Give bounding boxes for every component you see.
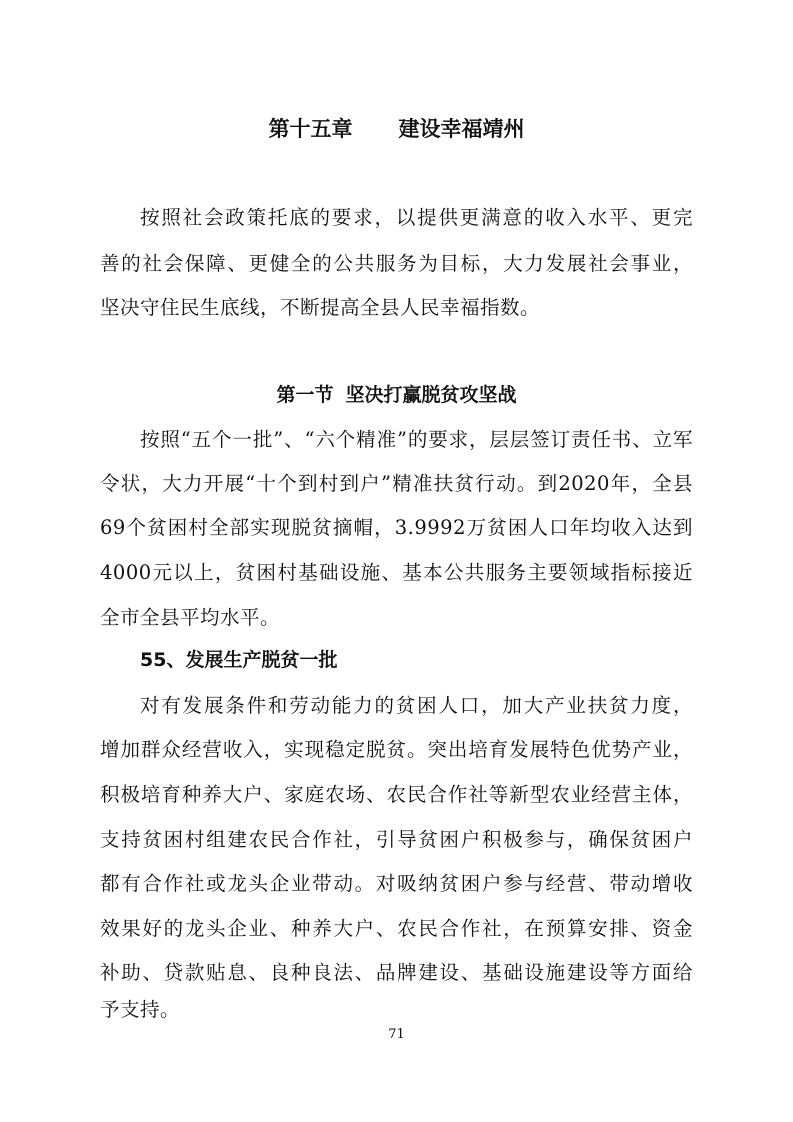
section-number: 第一节 [276, 384, 334, 406]
intro-line: 善的社会保障、更健全的公共服务为目标，大力发展社会事业， [100, 252, 693, 275]
intro-line: 按照社会政策托底的要求，以提供更满意的收入水平、更完 [140, 206, 693, 229]
subsection-line: 补助、贷款贴息、良种良法、品牌建设、基础设施建设等方面给 [100, 961, 693, 984]
intro-line: 坚决守住民生底线，不断提高全县人民幸福指数。 [100, 296, 541, 319]
chapter-name: 建设幸福靖州 [398, 117, 525, 141]
section-line: 69个贫困村全部实现脱贫摘帽，3.9992万贫困人口年均收入达到 [100, 516, 693, 539]
subsection-line: 效果好的龙头企业、种养大户、农民合作社，在预算安排、资金 [100, 917, 693, 940]
subsection-line: 都有合作社或龙头企业带动。对吸纳贫困户参与经营、带动增收 [100, 872, 693, 895]
section-line: 按照“五个一批”、“六个精准”的要求，层层签订责任书、立军 [140, 428, 693, 451]
section-line: 全市全县平均水平。 [100, 606, 281, 629]
section-name: 坚决打赢脱贫攻坚战 [345, 384, 517, 406]
section-title [0, 380, 793, 410]
section-line: 4000元以上，贫困村基础设施、基本公共服务主要领域指标接近 [100, 561, 693, 584]
subsection-line: 予支持。 [100, 998, 181, 1021]
chapter-number: 第十五章 [268, 117, 353, 141]
subsection-line: 支持贫困村组建农民合作社，引导贫困户积极参与，确保贫困户 [100, 828, 693, 851]
subsection-heading: 55、发展生产脱贫一批 [140, 649, 338, 671]
chapter-title [0, 114, 793, 144]
subsection-line: 积极培育种养大户、家庭农场、农民合作社等新型农业经营主体， [100, 783, 693, 806]
subsection-line: 增加群众经营收入，实现稳定脱贫。突出培育发展特色优势产业， [100, 738, 693, 761]
page-number: 71 [388, 1027, 405, 1042]
section-line: 令状，大力开展“十个到村到户”精准扶贫行动。到2020年，全县 [100, 472, 693, 495]
subsection-line: 对有发展条件和劳动能力的贫困人口，加大产业扶贫力度， [140, 694, 693, 717]
